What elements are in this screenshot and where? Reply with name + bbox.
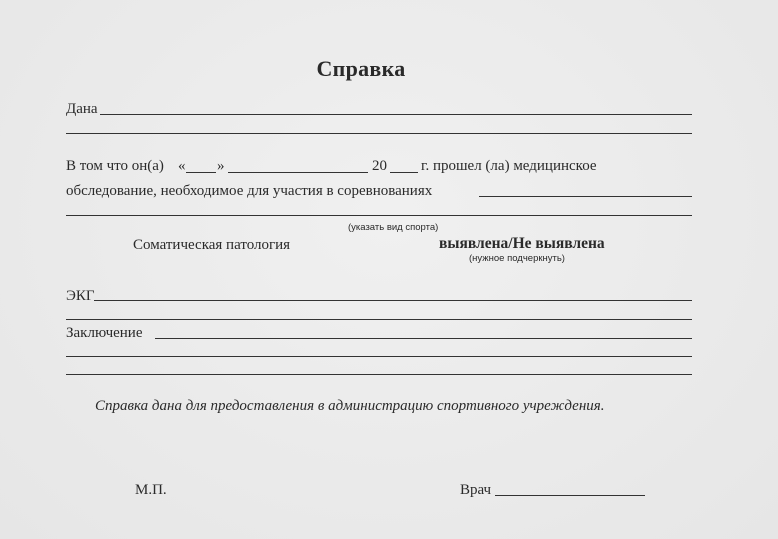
detected-options[interactable]: выявлена/Не выявлена [439,235,605,252]
ecg-line-2[interactable] [66,319,692,320]
somatic-label: Соматическая патология [133,237,291,253]
year-line[interactable] [390,172,418,173]
footer-note: Справка дана для предоставления в администрацию спортивного учреждения. [95,398,605,414]
ecg-label: ЭКГ [66,288,95,304]
issued-to-line-2[interactable] [66,133,692,134]
statement-line2: обследование, необходимое для участия в соревнованиях [66,183,433,199]
conclusion-line-3[interactable] [66,374,692,375]
quote-close: » [217,158,225,174]
statement-prefix: В том что он(а) [66,158,164,174]
competition-line-2[interactable] [66,215,692,216]
quote-open: « [178,158,186,174]
underline-hint: (нужное подчеркнуть) [469,253,565,264]
month-line[interactable] [228,172,368,173]
conclusion-line-2[interactable] [66,356,692,357]
doctor-label: Врач [460,482,492,498]
statement-suffix: г. прошел (ла) медицинское [421,158,597,174]
competition-line[interactable] [479,196,692,197]
form-title: Справка [316,56,406,81]
year-prefix: 20 [372,158,387,174]
stamp-label: М.П. [135,482,167,498]
issued-to-line[interactable] [100,114,692,115]
conclusion-label: Заключение [66,325,143,341]
doctor-signature-line[interactable] [495,495,645,496]
ecg-line[interactable] [94,300,692,301]
sport-hint: (указать вид спорта) [348,222,439,233]
issued-to-label: Дана [66,101,98,117]
day-line[interactable] [186,172,216,173]
conclusion-line[interactable] [155,338,692,339]
